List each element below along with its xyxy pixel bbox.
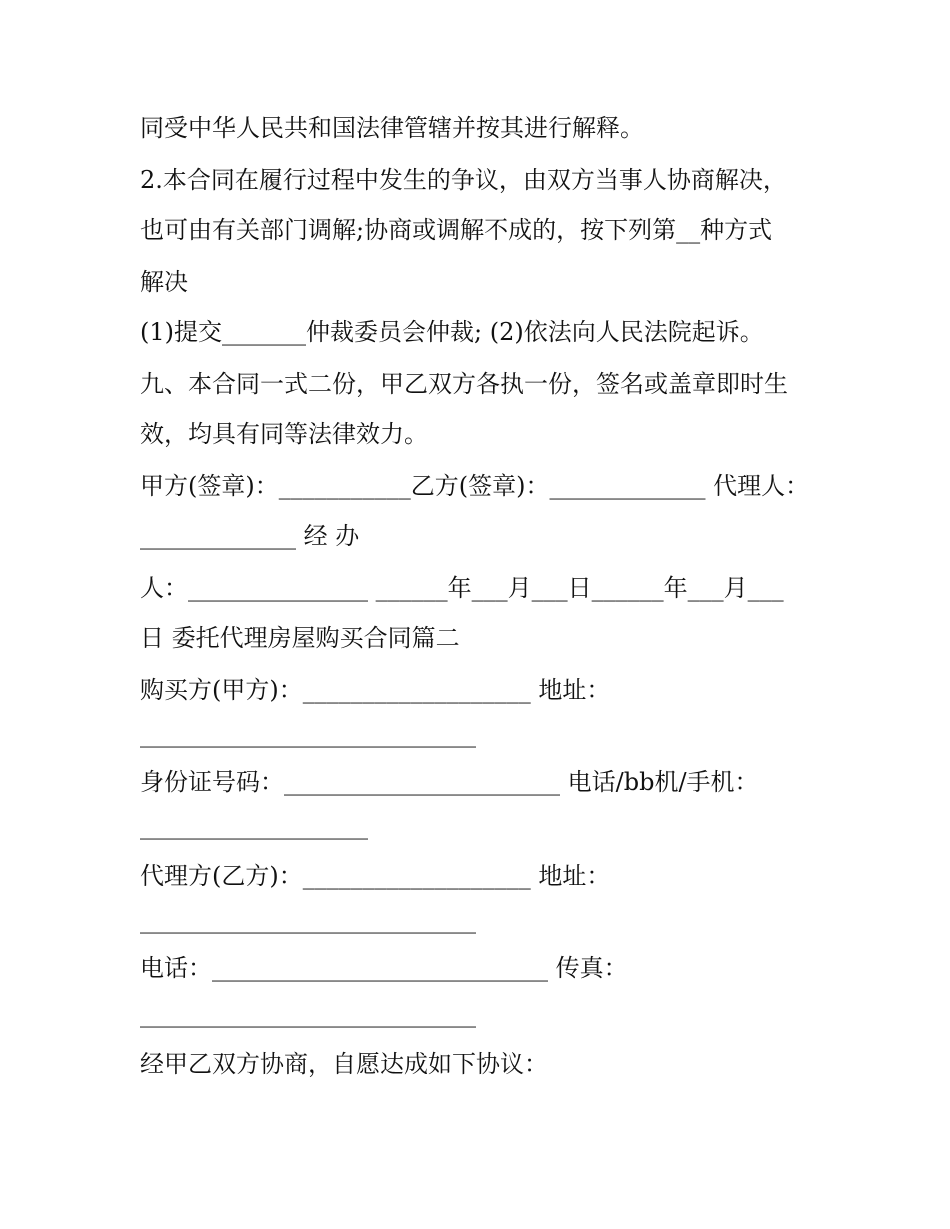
phone-fax-field-line: 电话：____________________________ 传真： <box>140 954 628 982</box>
agent-field-line: 代理方(乙方)：___________________ 地址： <box>140 862 611 890</box>
agent-address-blank: ____________________________ <box>140 906 476 934</box>
text-line-2: 2.本合同在履行过程中发生的争议，由双方当事人协商解决， <box>140 166 787 194</box>
text-line-5: (1)提交_______仲裁委员会仲裁; (2)依法向人民法院起诉。 <box>140 318 764 346</box>
fax-blank: ____________________________ <box>140 1000 476 1028</box>
agreement-intro-line: 经甲乙双方协商，自愿达成如下协议： <box>140 1050 548 1078</box>
section-heading-contract-two: 日 委托代理房屋购买合同篇二 <box>140 624 460 652</box>
signature-line-handler: _____________ 经 办 <box>140 522 360 550</box>
text-line-1: 同受中华人民共和国法律管辖并按其进行解释。 <box>140 114 644 142</box>
signature-line-parties: 甲方(签章)：___________乙方(签章)：_____________ 代理人： <box>140 472 810 500</box>
buyer-field-line: 购买方(甲方)：___________________ 地址： <box>140 676 611 704</box>
id-number-field-line: 身份证号码：_______________________ 电话/bb机/手机： <box>140 768 759 796</box>
text-line-4: 解决 <box>140 268 188 296</box>
signature-line-dates: 人：_______________ ______年___月___日______年___月___ <box>140 574 784 602</box>
phone-blank: ___________________ <box>140 812 368 840</box>
text-line-7: 效，均具有同等法律效力。 <box>140 420 428 448</box>
text-line-6: 九、本合同一式二份，甲乙双方各执一份，签名或盖章即时生 <box>140 370 788 398</box>
buyer-address-blank: ____________________________ <box>140 720 476 748</box>
text-line-3: 也可由有关部门调解;协商或调解不成的，按下列第__种方式 <box>140 216 773 244</box>
